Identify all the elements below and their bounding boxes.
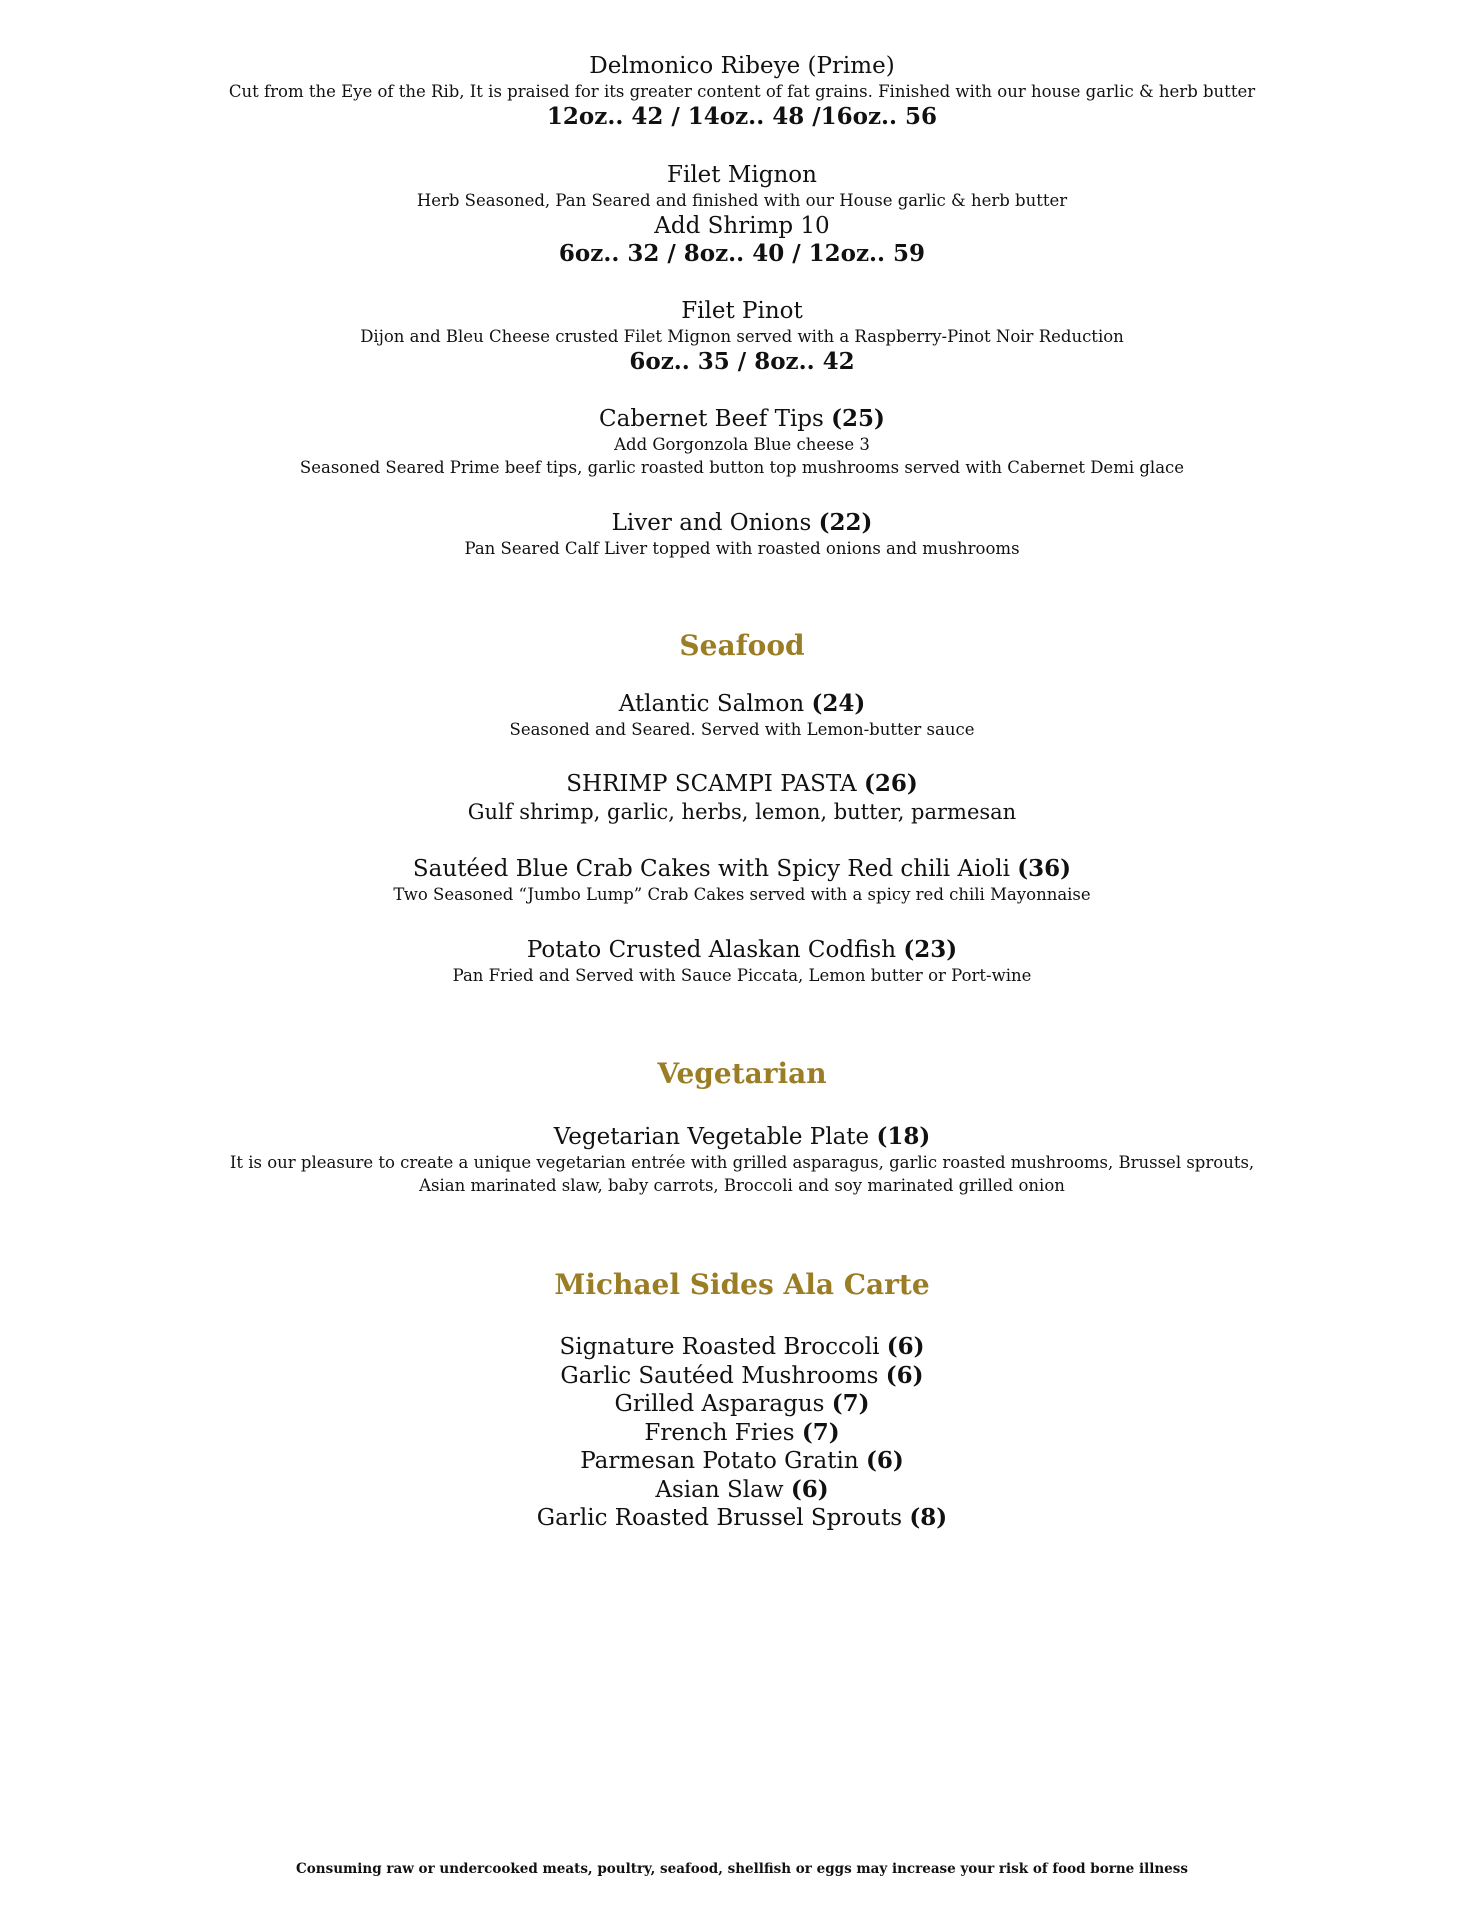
item-name: Liver and Onions <box>611 510 819 536</box>
item-description: Cut from the Eye of the Rib, It is praised for its greater content of fat grains. Finished with our house garlic & herb butter <box>228 82 1256 101</box>
item-name: Potato Crusted Alaskan Codfish <box>526 937 904 963</box>
section-heading-vegetarian: Vegetarian <box>657 1057 827 1090</box>
menu-item-filet-mignon <box>0 161 1484 268</box>
item-title <box>0 690 1484 718</box>
list-item <box>0 1447 1484 1476</box>
menu-item-beef-tips <box>0 405 1484 479</box>
list-item <box>0 1333 1484 1362</box>
side-name: French Fries <box>644 1419 802 1446</box>
side-price: (6) <box>790 1475 829 1503</box>
item-sizes: 6oz.. 35 / 8oz.. 42 <box>629 348 855 375</box>
item-price: (23) <box>903 936 958 963</box>
item-description: Seasoned and Seared. Served with Lemon-butter sauce <box>509 720 975 739</box>
item-addon: Add Shrimp 10 <box>654 213 830 239</box>
item-price: (25) <box>831 405 885 432</box>
item-title <box>0 936 1484 964</box>
item-description: Pan Fried and Served with Sauce Piccata, Lemon butter or Port-wine <box>452 966 1032 985</box>
menu-item-salmon <box>0 690 1484 741</box>
side-price: (6) <box>885 1361 924 1389</box>
item-description: Gulf shrimp, garlic, herbs, lemon, butter, parmesan <box>467 800 1017 824</box>
item-name: Filet Pinot <box>681 298 803 324</box>
list-item <box>0 1362 1484 1391</box>
side-price: (8) <box>909 1504 948 1531</box>
item-name: Atlantic Salmon <box>618 691 812 717</box>
side-name: Garlic Sautéed Mushrooms <box>560 1362 886 1389</box>
item-description: Pan Seared Calf Liver topped with roasted onions and mushrooms <box>464 539 1020 558</box>
list-item <box>0 1476 1484 1505</box>
item-sizes: 12oz.. 42 / 14oz.. 48 /16oz.. 56 <box>546 103 938 130</box>
item-sizes: 6oz.. 32 / 8oz.. 40 / 12oz.. 59 <box>558 240 926 267</box>
sides-list <box>0 1333 1484 1533</box>
side-price: (7) <box>831 1390 870 1417</box>
list-item <box>0 1390 1484 1419</box>
item-name: Sautéed Blue Crab Cakes with Spicy Red chili Aioli <box>412 856 1018 882</box>
item-name: Filet Mignon <box>667 162 817 188</box>
side-name: Signature Roasted Broccoli <box>559 1334 887 1360</box>
item-title <box>0 405 1484 433</box>
item-addon: Add Gorgonzola Blue cheese 3 <box>614 435 870 454</box>
side-name: Parmesan Potato Gratin <box>580 1448 866 1474</box>
side-price: (7) <box>801 1418 840 1446</box>
item-price: (24) <box>811 690 866 717</box>
menu-item-crab-cakes <box>0 855 1484 906</box>
item-name: SHRIMP SCAMPI PASTA <box>566 771 864 797</box>
side-name: Grilled Asparagus <box>614 1391 832 1417</box>
item-title <box>0 855 1484 883</box>
menu-item-vegetable-plate <box>0 1123 1484 1197</box>
item-price: (22) <box>818 509 873 536</box>
menu-item-liver <box>0 509 1484 560</box>
menu-item-codfish <box>0 936 1484 987</box>
item-title <box>0 509 1484 537</box>
menu-item-ribeye <box>0 52 1484 131</box>
item-title <box>0 770 1484 798</box>
item-name: Cabernet Beef Tips <box>599 406 832 432</box>
item-price: (18) <box>876 1123 931 1150</box>
item-description: Herb Seasoned, Pan Seared and finished with our House garlic & herb butter <box>416 191 1068 210</box>
item-name: Vegetarian Vegetable Plate <box>553 1124 877 1150</box>
item-description: Two Seasoned “Jumbo Lump” Crab Cakes served with a spicy red chili Mayonnaise <box>393 885 1091 904</box>
menu-item-filet-pinot <box>0 297 1484 376</box>
item-description: It is our pleasure to create a unique vegetarian entrée with grilled asparagus, garlic roasted mushrooms, Brussel sprouts, Asian marinated slaw, baby carrots, Broccoli and soy marinated grilled onion <box>229 1153 1255 1195</box>
side-price: (6) <box>865 1447 904 1474</box>
item-title <box>0 1123 1484 1151</box>
side-name: Asian Slaw <box>655 1476 791 1503</box>
side-price: (6) <box>886 1333 925 1360</box>
food-safety-notice: Consuming raw or undercooked meats, poultry, seafood, shellfish or eggs may increase your risk of food borne illness <box>296 1861 1188 1877</box>
menu-item-scampi <box>0 770 1484 826</box>
list-item <box>0 1504 1484 1533</box>
side-name: Garlic Roasted Brussel Sprouts <box>536 1505 910 1531</box>
item-price: (26) <box>863 770 918 797</box>
item-description: Seasoned Seared Prime beef tips, garlic roasted button top mushrooms served with Cabernet Demi glace <box>299 458 1185 477</box>
item-name: Delmonico Ribeye (Prime) <box>589 53 895 79</box>
section-heading-sides: Michael Sides Ala Carte <box>554 1268 930 1301</box>
item-price: (36) <box>1017 855 1072 882</box>
section-heading-seafood: Seafood <box>679 629 805 662</box>
list-item <box>0 1419 1484 1448</box>
item-description: Dijon and Bleu Cheese crusted Filet Mignon served with a Raspberry-Pinot Noir Reduction <box>360 327 1124 346</box>
